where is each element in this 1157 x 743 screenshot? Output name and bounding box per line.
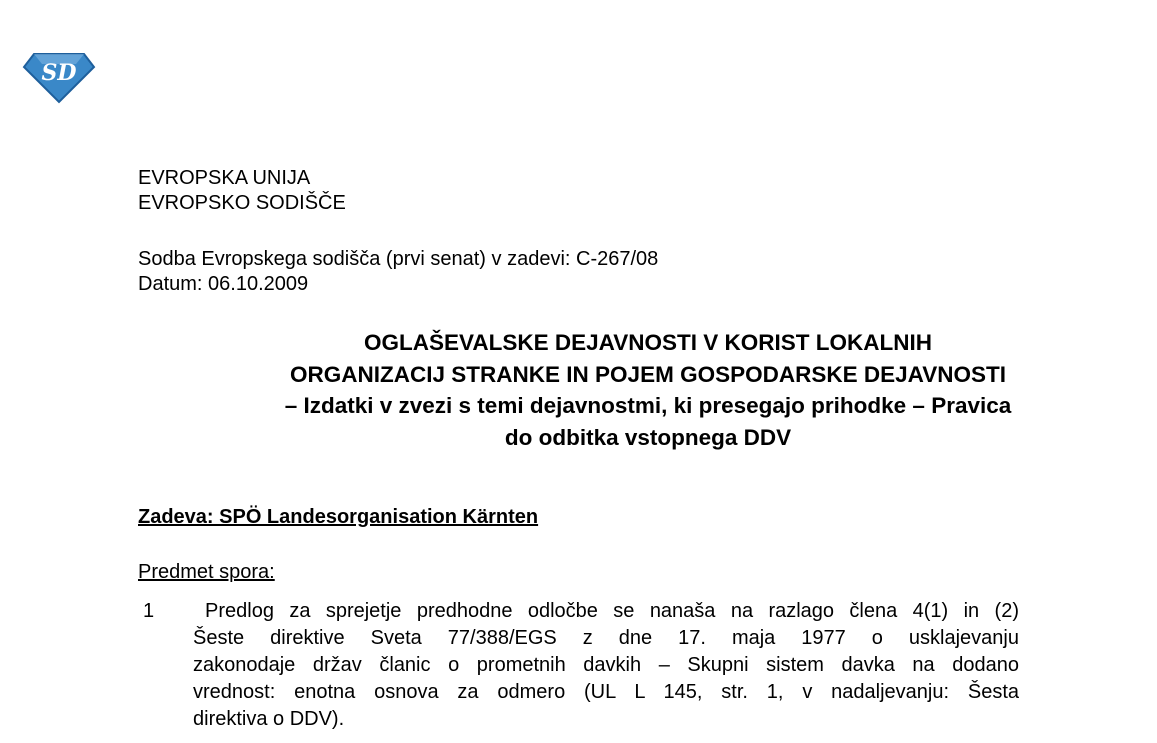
- dispute-heading: Predmet spora:: [138, 561, 275, 583]
- paragraph-line: direktiva o DDV).: [193, 708, 345, 730]
- paragraph-line: zakonodaje držav članic o prometnih davkih – Skupni sistem davka na dodano: [193, 654, 1019, 676]
- court-logo: [22, 50, 96, 104]
- paragraph-line: Predlog za sprejetje predhodne odločbe se nanaša na razlago člena 4(1) in (2): [205, 600, 1019, 622]
- union-name: EVROPSKA UNIJA: [138, 167, 311, 189]
- paragraph-number: 1: [143, 600, 155, 622]
- judgment-date: Datum: 06.10.2009: [138, 273, 309, 295]
- paragraph-body: [193, 598, 1019, 733]
- court-header: [138, 166, 346, 216]
- case-info: [138, 247, 658, 297]
- title-line: ORGANIZACIJ STRANKE IN POJEM GOSPODARSKE DEJAVNOSTI: [290, 361, 1006, 387]
- logo-lettering: SD: [41, 60, 77, 86]
- title-line: OGLAŠEVALSKE DEJAVNOSTI V KORIST LOKALNIH: [364, 330, 932, 355]
- court-name: EVROPSKO SODIŠČE: [138, 192, 346, 214]
- case-subject: Zadeva: SPÖ Landesorganisation Kärnten: [138, 506, 539, 528]
- title-line: – Izdatki v zvezi s temi dejavnostmi, ki presegajo prihodke – Pravica: [284, 393, 1012, 418]
- judgment-reference: Sodba Evropskega sodišča (prvi senat) v zadevi: C-267/08: [138, 248, 659, 270]
- paragraph-line: Šeste direktive Sveta 77/388/EGS z dne 17. maja 1977 o usklajevanju: [193, 627, 1019, 649]
- document-title: [138, 327, 1157, 453]
- paragraph-line: vrednost: enotna osnova za odmero (UL L 145, str. 1, v nadaljevanju: Šesta: [193, 681, 1019, 703]
- title-line: do odbitka vstopnega DDV: [504, 424, 792, 450]
